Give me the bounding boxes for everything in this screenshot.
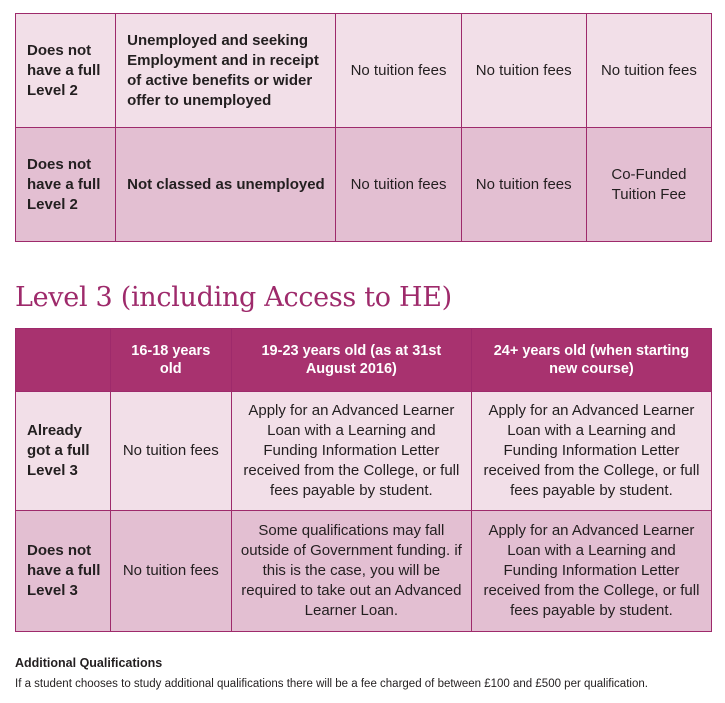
fee-cell: No tuition fees <box>461 14 586 128</box>
header-19-23: 19-23 years old (as at 31st August 2016) <box>231 329 471 392</box>
fee-cell: No tuition fees <box>336 128 461 242</box>
row-label: Does not have a full Level 3 <box>16 511 111 632</box>
fee-cell: Apply for an Advanced Learner Loan with a Learning and Funding Information Letter received from the College, or full fees payable by student. <box>231 392 471 511</box>
table-row <box>16 14 712 128</box>
fee-cell: No tuition fees <box>461 128 586 242</box>
level2-fees-table <box>15 13 712 242</box>
row-label: Does not have a full Level 2 <box>16 128 116 242</box>
fee-cell: Apply for an Advanced Learner Loan with a Learning and Funding Information Letter received from the College, or full fees payable by student. <box>471 511 711 632</box>
fee-cell: Apply for an Advanced Learner Loan with a Learning and Funding Information Letter received from the College, or full fees payable by student. <box>471 392 711 511</box>
employment-status: Not classed as unemployed <box>116 128 336 242</box>
fee-cell: No tuition fees <box>586 14 711 128</box>
fee-cell: No tuition fees <box>336 14 461 128</box>
employment-status: Unemployed and seeking Employment and in receipt of active benefits or wider offer to unemployed <box>116 14 336 128</box>
header-24-plus: 24+ years old (when starting new course) <box>471 329 711 392</box>
row-label: Already got a full Level 3 <box>16 392 111 511</box>
additional-qualifications-text: If a student chooses to study additional qualifications there will be a fee charged of between £100 and £500 per qualification. <box>15 678 648 690</box>
table-row <box>16 128 712 242</box>
row-label: Does not have a full Level 2 <box>16 14 116 128</box>
additional-qualifications-heading: Additional Qualifications <box>15 656 163 670</box>
fee-cell: Co-Funded Tuition Fee <box>586 128 711 242</box>
fee-cell: No tuition fees <box>110 511 231 632</box>
fee-cell: No tuition fees <box>110 392 231 511</box>
level3-fees-table <box>15 328 712 632</box>
table-row <box>16 511 712 632</box>
table-row <box>16 392 712 511</box>
header-blank <box>16 329 111 392</box>
level3-heading: Level 3 (including Access to HE) <box>15 282 452 313</box>
fee-cell: Some qualifications may fall outside of Government funding. if this is the case, you will be required to take out an Advanced Learner Loan. <box>231 511 471 632</box>
header-16-18: 16-18 years old <box>110 329 231 392</box>
header-row <box>16 329 712 392</box>
